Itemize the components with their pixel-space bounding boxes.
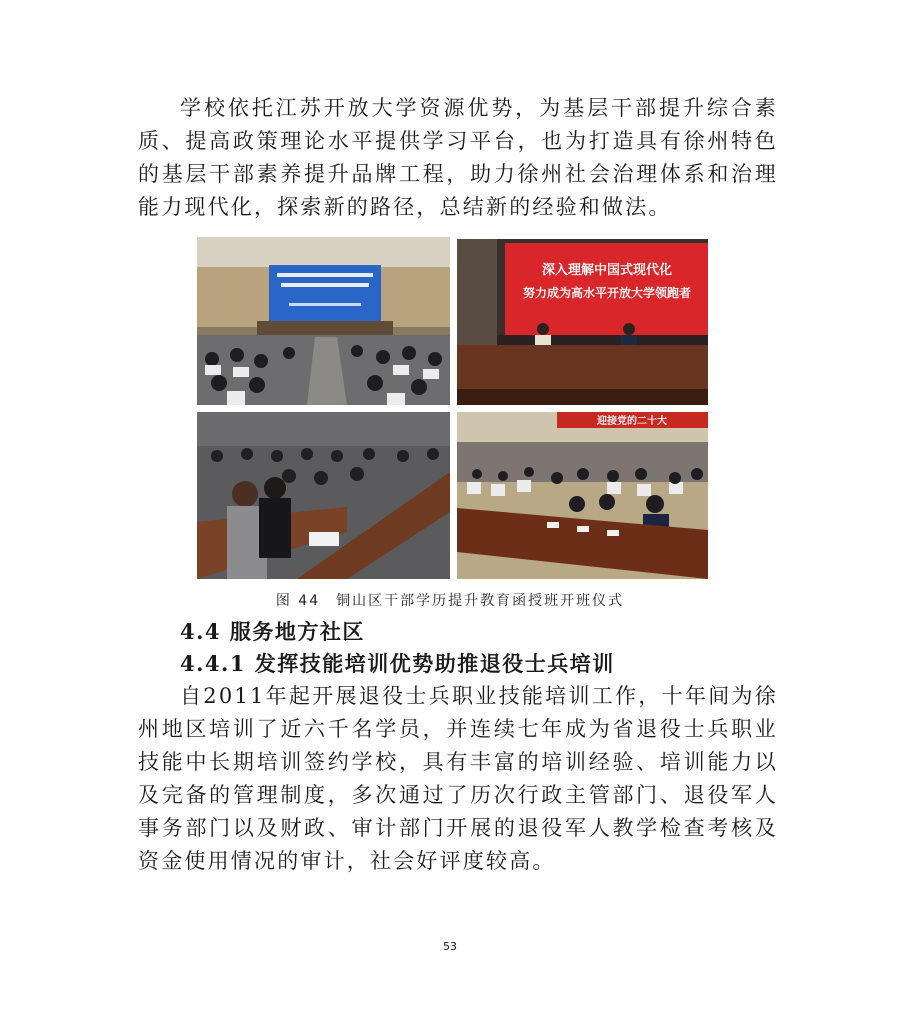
subsection-heading: 4.4.1 发挥技能培训优势助推退役士兵培训 [180, 651, 615, 676]
figure-caption: 图 44 铜山区干部学历提升教育函授班开班仪式 [275, 593, 625, 609]
wall-banner-text: 迎接党的二十大 [597, 416, 667, 427]
banner-line-2: 努力成为高水平开放大学领跑者 [522, 286, 692, 300]
figure-44-photos [197, 237, 709, 579]
photo-applauding-audience [457, 412, 708, 579]
body-paragraph-1: 学校依托江苏开放大学资源优势，为基层干部提升综合素质、提高政策理论水平提供学习平台，也为打造具有徐州特色的基层干部素养提升品牌工程，助力徐州社会治理体系和治理能力现代化，探索新的路径，总结新的经验和做法。 [138, 96, 778, 219]
photo-audience-front-row [197, 412, 450, 579]
banner-line-1: 深入理解中国式现代化 [541, 263, 673, 278]
photo-red-banner-stage [457, 239, 708, 405]
photo-auditorium-screen [197, 237, 450, 405]
body-paragraph-2: 自2011年起开展退役士兵职业技能培训工作，十年间为徐州地区培训了近六千名学员，并连续七年成为省退役士兵职业技能中长期培训签约学校，具有丰富的培训经验、培训能力以及完备的管理制度，多次通过了历次行政主管部门、退役军人事务部门以及财政、审计部门开展的退役军人教学检查考核及资金使用情况的审计，社会好评度较高。 [138, 684, 778, 873]
page-number: 53 [443, 940, 457, 953]
section-heading: 4.4 服务地方社区 [180, 619, 365, 644]
